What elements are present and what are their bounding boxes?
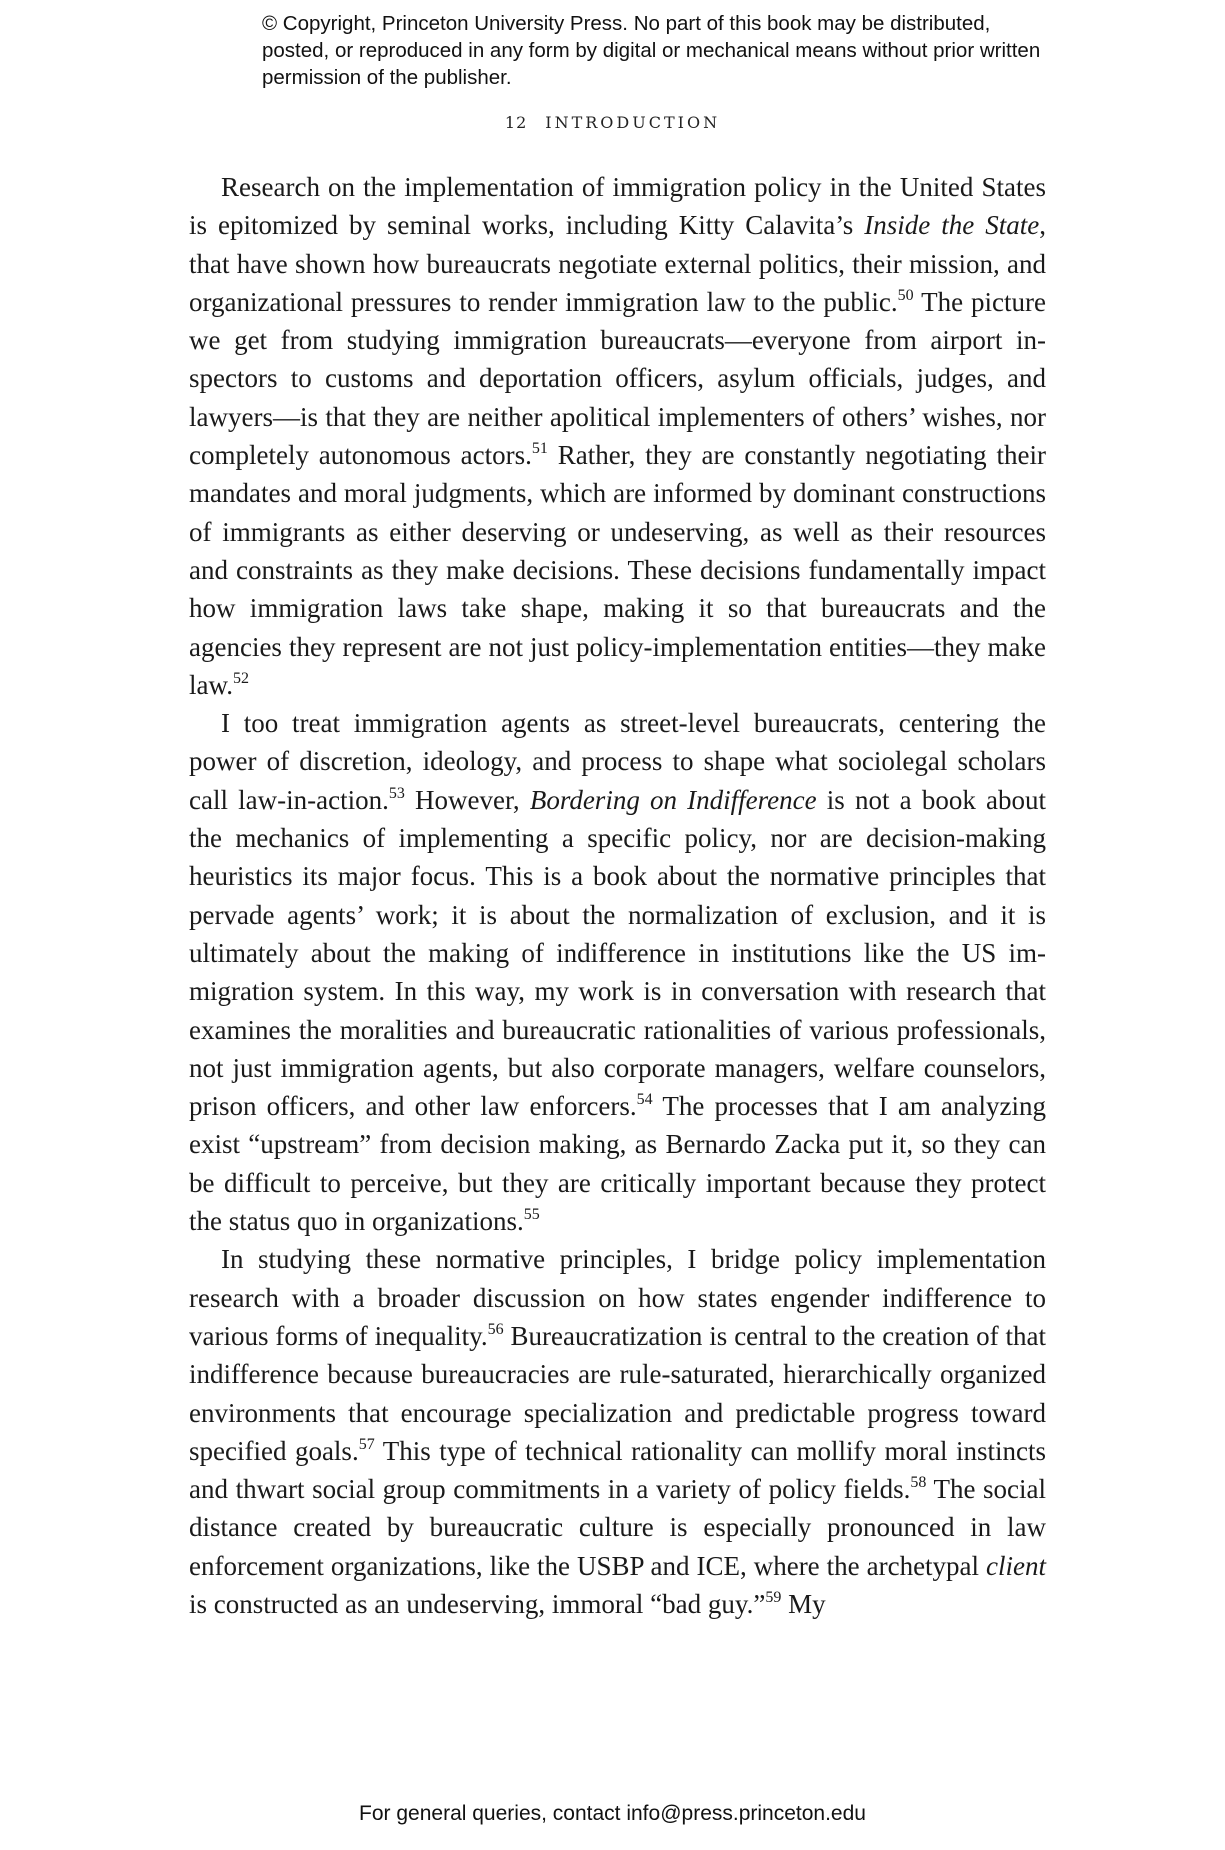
footnote-ref[interactable]: 55 bbox=[523, 1206, 540, 1224]
text-span: My bbox=[781, 1588, 826, 1619]
footnote-ref[interactable]: 53 bbox=[388, 784, 405, 802]
text-span: I too treat immigration agents as street-level bureaucrats, centering the power of discretion, ideology, and process to shape what sociolegal scholars call law-in-action. bbox=[189, 708, 1046, 815]
body-text bbox=[189, 168, 1046, 1623]
text-span: The social distance created by bureaucratic culture is especially pronounced in law enforcement organizations, like the USBP and ICE, where the archetypal bbox=[189, 1474, 1047, 1581]
footnote-ref[interactable]: 59 bbox=[765, 1588, 782, 1606]
footnote-ref[interactable]: 58 bbox=[910, 1474, 927, 1492]
footnote-ref[interactable]: 52 bbox=[232, 669, 249, 687]
text-span: , that have shown how bureaucrats negotiate external politics, their mission, and organizational pressures to render immigration law to the public. bbox=[189, 210, 1046, 317]
italic-title: Inside the State bbox=[864, 210, 1040, 241]
page-number: 12 bbox=[504, 113, 528, 132]
copyright-notice: © Copyright, Princeton University Press. No part of this book may be distributed, posted, or reproduced in any form by digital or mechanical means without prior written permission of the publisher. bbox=[262, 12, 1041, 89]
footnote-ref[interactable]: 50 bbox=[897, 286, 914, 304]
text-span: The processes that I am analyzing exist “upstream” from decision making, as Bernardo Zacka put it, so they can be difficult to perceive, but they are critically important because they protect the status quo in organizations. bbox=[189, 1091, 1046, 1237]
footnote-ref[interactable]: 51 bbox=[531, 440, 548, 458]
running-head bbox=[0, 113, 1225, 132]
footer-contact: For general queries, contact info@press.princeton.edu bbox=[359, 1802, 866, 1825]
paragraph-2 bbox=[189, 704, 1046, 1240]
section-title: INTRODUCTION bbox=[545, 113, 721, 132]
text-span: is not a book about the mechanics of implementing a specific policy, nor are decision-making heuristics its major focus. This is a book about the normative principles that pervade agents’ work; it is about the normalization of exclusion, and it is ultimately about the making of indifference in institutions like the US immigration system. In this way, my work is in conversation with research that examines the moralities and bureaucratic rationalities of various professionals, not just immigration agents, but also corporate managers, welfare counselors, prison officers, and other law enforcers. bbox=[189, 784, 1046, 1122]
text-span: is constructed as an undeserving, immoral “bad guy.” bbox=[189, 1588, 766, 1619]
text-span: In studying these normative principles, I bridge policy implementation research with a broader discussion on how states engender indifference to various forms of inequality. bbox=[189, 1244, 1046, 1351]
footnote-ref[interactable]: 57 bbox=[358, 1435, 375, 1453]
text-span: The picture we get from studying immigration bureaucrats—everyone from airport inspectors to customs and deportation officers, asylum officials, judges, and lawyers—is that they are neither apolitical implementers of others’ wishes, nor completely autonomous actors. bbox=[189, 286, 1047, 471]
text-span: This type of technical rationality can mollify moral instincts and thwart social group commitments in a variety of policy fields. bbox=[189, 1435, 1047, 1505]
text-span: Research on the implementation of immigration policy in the United States is epitomized by seminal works, including Kitty Calavita’s bbox=[189, 172, 1046, 241]
text-span: Bureaucratization is central to the creation of that indifference because bureaucracies are rule-saturated, hierarchically organized environments that encourage specialization and predictable progress toward specified goals. bbox=[189, 1320, 1046, 1466]
text-span: However, bbox=[404, 784, 530, 815]
italic-title: Bordering on Indifference bbox=[529, 784, 817, 815]
paragraph-3 bbox=[189, 1240, 1046, 1623]
text-span: Rather, they are constantly negotiating their mandates and moral judgments, which are informed by dominant constructions of immigrants as either deserving or undeserving, as well as their resources and constraints as they make decisions. These decisions fundamentally impact how immigration laws take shape, making it so that bureaucrats and the agencies they represent are not just policy-implementation entities—they make law. bbox=[189, 440, 1046, 700]
footnote-ref[interactable]: 54 bbox=[636, 1091, 653, 1109]
paragraph-1 bbox=[189, 168, 1046, 704]
footnote-ref[interactable]: 56 bbox=[487, 1320, 504, 1338]
italic-term: client bbox=[986, 1550, 1046, 1581]
